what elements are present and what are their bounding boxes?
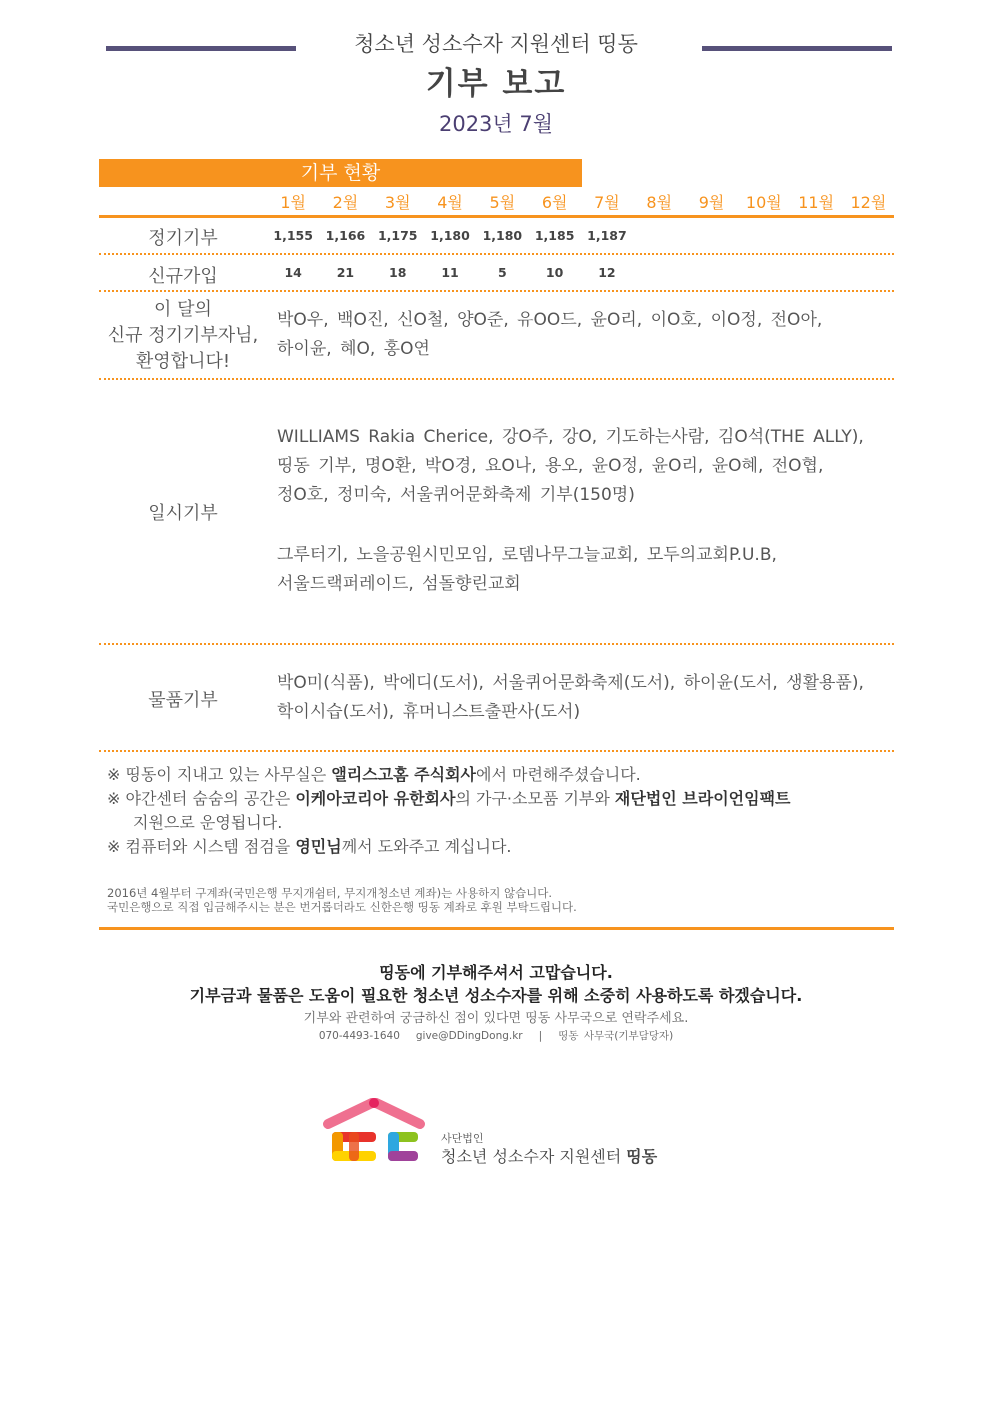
note-text: 지원으로 운영됩니다. xyxy=(133,813,283,832)
page-title: 기부 보고 xyxy=(425,66,567,102)
month-header xyxy=(267,190,895,213)
welcome-label xyxy=(99,297,267,375)
new-value: 5 xyxy=(497,265,507,280)
new-value: 21 xyxy=(336,265,355,280)
regular-value: 1,175 xyxy=(377,228,418,243)
month-label: 8월 xyxy=(646,193,673,212)
org-name: 청소년 성소수자 지원센터 띵동 xyxy=(354,32,638,56)
note-2 xyxy=(107,787,791,835)
logo-name-text: 청소년 성소수자 지원센터 xyxy=(441,1147,627,1166)
ddingdong-logo-icon xyxy=(322,1098,430,1166)
regular-value: 1,185 xyxy=(534,228,575,243)
month-label: 10월 xyxy=(745,193,782,212)
contact-prompt: 기부와 관련하여 궁금하신 점이 있다면 띵동 사무국으로 연락주세요. xyxy=(303,1011,689,1026)
note-bold: 재단법인 브라이언임팩트 xyxy=(614,789,791,808)
month-label: 4월 xyxy=(437,193,463,212)
regular-value: 1,166 xyxy=(325,228,366,243)
notes xyxy=(107,763,791,859)
divider xyxy=(99,643,894,645)
text-line: 학이시습(도서), 휴머니스트출판사(도서) xyxy=(277,702,581,722)
divider xyxy=(99,290,894,292)
new-value: 12 xyxy=(598,265,616,280)
text-line: 박O미(식품), 박에디(도서), 서울퀴어문화축제(도서), 하이윤(도서, 생활용품), xyxy=(277,673,864,693)
divider xyxy=(99,253,894,255)
text-line: 박O우, 백O진, 신O철, 양O준, 유OO드, 윤O리, 이O호, 이O정, 전O아, xyxy=(277,310,823,330)
month-label: 9월 xyxy=(698,193,725,212)
regular-values xyxy=(267,228,633,243)
regular-label: 정기기부 xyxy=(148,228,218,249)
divider xyxy=(99,750,894,752)
account-notice xyxy=(107,886,577,914)
onetime-orgs-list xyxy=(277,541,777,599)
logo-name xyxy=(441,1144,657,1167)
divider xyxy=(99,378,894,380)
note-text: ※ 야간센터 숨숨의 공간은 xyxy=(107,789,296,808)
note-bold: 영민님 xyxy=(295,837,342,856)
note-bold: 앨리스고홈 주식회사 xyxy=(331,765,476,784)
thanks-line-2: 기부금과 물품은 도움이 필요한 청소년 성소수자를 위해 소중히 사용하도록 하겠습니다. xyxy=(189,986,803,1005)
new-donors-list xyxy=(277,306,822,364)
email-link[interactable]: give@DDingDong.kr xyxy=(415,1030,523,1042)
separator: | xyxy=(538,1030,543,1042)
note-text: 에서 마련해주셨습니다. xyxy=(476,765,641,784)
label-line: 신규 정기기부자님, xyxy=(107,325,259,346)
text-line: 서울드랙퍼레이드, 섬돌향린교회 xyxy=(277,574,521,594)
note-text: ※ 컴퓨터와 시스템 점검을 xyxy=(107,837,296,856)
note-1 xyxy=(107,763,791,787)
text-line: 띵동 기부, 명O환, 박O경, 요O나, 용오, 윤O정, 윤O리, 윤O혜, 전O협, xyxy=(277,456,824,476)
divider xyxy=(99,927,894,930)
contact-info xyxy=(0,1028,992,1043)
section-title: 기부 현황 xyxy=(99,159,582,187)
note-bold: 이케아코리아 유한회사 xyxy=(295,789,456,808)
month-label: 12월 xyxy=(850,193,887,212)
regular-value: 1,180 xyxy=(482,228,523,243)
label-line: 이 달의 xyxy=(154,299,212,320)
note-3 xyxy=(107,835,791,859)
new-values xyxy=(267,265,633,280)
text-line: 그루터기, 노을공원시민모임, 로뎀나무그늘교회, 모두의교회P.U.B, xyxy=(277,545,777,565)
notice-line: 국민은행으로 직접 입금해주시는 분은 번거롭더라도 신한은행 띵동 계좌로 후원 부탁드립니다. xyxy=(107,900,577,914)
month-label: 3월 xyxy=(384,193,411,212)
onetime-donors-list xyxy=(277,423,864,510)
new-value: 14 xyxy=(284,265,302,280)
month-label: 11월 xyxy=(798,193,835,212)
label-line: 환영합니다! xyxy=(135,351,231,372)
logo-subtitle: 사단법인 xyxy=(441,1132,484,1145)
note-text: ※ 띵동이 지내고 있는 사무실은 xyxy=(107,765,332,784)
text-line: 하이윤, 혜O, 홍O연 xyxy=(277,339,430,359)
divider xyxy=(99,215,894,218)
month-label: 6월 xyxy=(541,193,568,212)
regular-value: 1,187 xyxy=(587,228,627,243)
new-value: 18 xyxy=(389,265,407,280)
thanks-line-1: 띵동에 기부해주셔서 고맙습니다. xyxy=(379,963,613,982)
goods-donors-list xyxy=(277,669,864,727)
report-date: 2023년 7월 xyxy=(438,112,554,136)
regular-value: 1,180 xyxy=(430,228,470,243)
phone: 070-4493-1640 xyxy=(318,1030,400,1042)
logo-name-bold: 띵동 xyxy=(626,1147,658,1166)
new-value: 11 xyxy=(441,265,459,280)
month-label: 1월 xyxy=(280,193,306,212)
onetime-label: 일시기부 xyxy=(148,503,218,524)
text-line: 정O호, 정미숙, 서울퀴어문화축제 기부(150명) xyxy=(277,485,635,505)
note-text: 의 가구·소모품 기부와 xyxy=(455,789,615,808)
notice-line: 2016년 4월부터 구계좌(국민은행 무지개쉼터, 무지개청소년 계좌)는 사용하지 않습니다. xyxy=(107,886,553,900)
note-text: 께서 도와주고 계십니다. xyxy=(341,837,512,856)
new-value: 10 xyxy=(545,265,564,280)
month-label: 2월 xyxy=(332,193,359,212)
month-label: 7월 xyxy=(594,193,620,212)
office: 띵동 사무국(기부담당자) xyxy=(558,1030,674,1042)
regular-value: 1,155 xyxy=(273,228,313,243)
new-label: 신규가입 xyxy=(148,266,218,287)
month-label: 5월 xyxy=(489,193,516,212)
goods-label: 물품기부 xyxy=(148,690,218,711)
text-line: WILLIAMS Rakia Cherice, 강O주, 강O, 기도하는사람, 김O석(THE ALLY), xyxy=(277,427,864,447)
